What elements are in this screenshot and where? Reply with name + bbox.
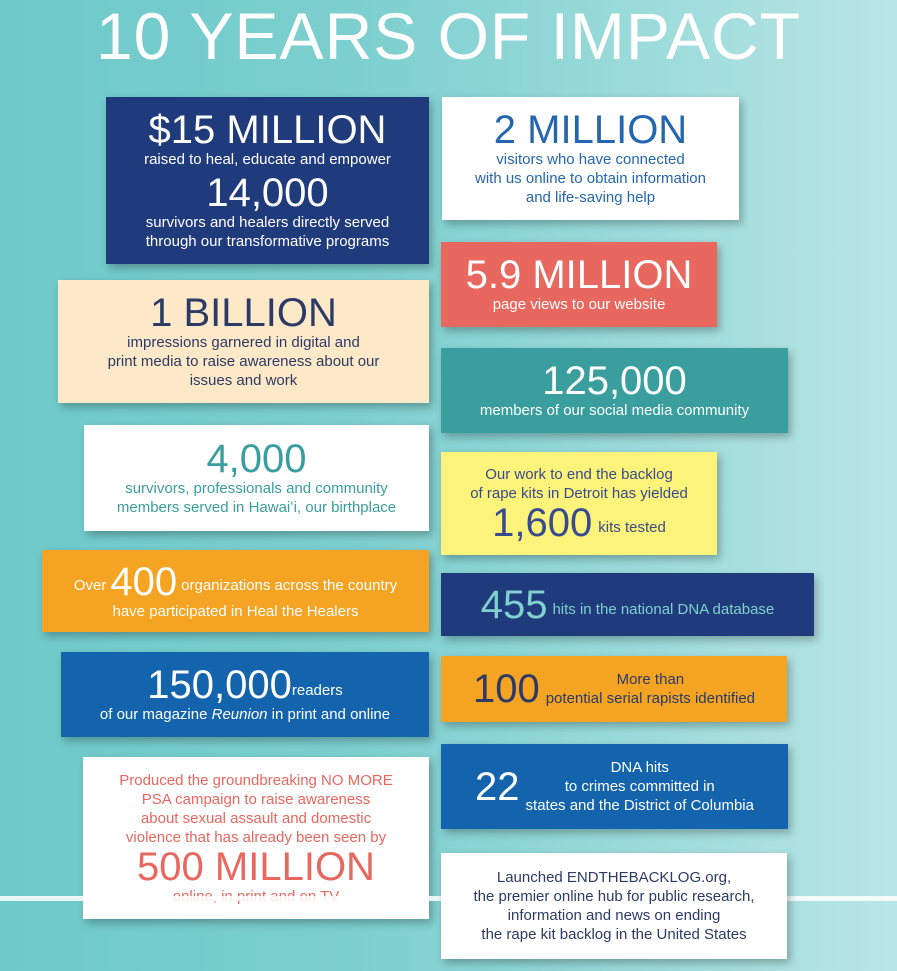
states-text-1: DNA hits (610, 759, 669, 776)
states-card (441, 744, 788, 829)
raised-amount: $15 MILLION (148, 108, 387, 152)
psa-count: 500 MILLION (137, 844, 375, 889)
orgs-text-1: organizations across the country (181, 577, 398, 594)
hawaii-count: 4,000 (206, 437, 307, 481)
impressions-text-1: impressions garnered in digital and (127, 334, 360, 351)
states-text-3: states and the District of Columbia (525, 797, 754, 814)
hawaii-text-2: members served in Hawaiʻi, our birthplace (116, 499, 397, 516)
magazine-title: Reunion (211, 706, 268, 723)
detroit-count: 1,600 (492, 500, 593, 545)
psa-text-2: PSA campaign to raise awareness (141, 790, 371, 808)
pageviews-count: 5.9 MILLION (465, 253, 693, 297)
serial-text-2: potential serial rapists identified (545, 690, 756, 707)
serial-card (441, 656, 787, 722)
psa-text-3: about sexual assault and domestic (140, 809, 372, 827)
served-count: 14,000 (206, 171, 329, 215)
states-text-2: to crimes committed in (564, 778, 715, 795)
impressions-count: 1 BILLION (150, 291, 337, 335)
impressions-text-3: issues and work (189, 372, 298, 389)
states-count: 22 (475, 764, 520, 809)
impressions-text-2: print media to raise awareness about our (107, 353, 380, 370)
visitors-text-2: with us online to obtain information (475, 170, 706, 187)
readers-card (61, 652, 429, 737)
social-count: 125,000 (542, 359, 687, 403)
detroit-text-2: of rape kits in Detroit has yielded (470, 484, 688, 502)
readers-suffix: readers (291, 681, 343, 699)
orgs-count: 400 (110, 559, 178, 604)
served-text-2: through our transformative programs (145, 233, 390, 250)
hawaii-text-1: survivors, professionals and community (125, 480, 388, 497)
social-card (441, 348, 788, 433)
orgs-card (42, 550, 429, 632)
raised-text: raised to heal, educate and empower (144, 151, 391, 168)
readers-count: 150,000 (147, 663, 292, 707)
dna-card (441, 573, 814, 636)
page-title: 10 YEARS OF IMPACT (95, 0, 802, 73)
detroit-card (441, 452, 717, 555)
psa-text-4: violence that has already been seen by (125, 828, 387, 846)
visitors-text-1: visitors who have connected (496, 151, 685, 168)
readers-text-post: in print and online (267, 706, 391, 723)
orgs-prefix: Over (73, 577, 107, 594)
psa-card (83, 757, 429, 919)
hawaii-card (84, 425, 429, 531)
psa-text-1: Produced the groundbreaking NO MORE (119, 771, 393, 789)
social-text: members of our social media community (479, 402, 750, 419)
detroit-suffix: kits tested (598, 519, 666, 536)
raised-served-card (106, 97, 429, 264)
serial-count: 100 (472, 667, 540, 711)
backlog-text-3: information and news on ending (507, 907, 721, 924)
backlog-text-2: the premier online hub for public research, (473, 888, 755, 905)
impressions-card (58, 280, 429, 403)
backlog-card (441, 853, 787, 959)
serial-text-1: More than (616, 671, 685, 688)
served-text-1: survivors and healers directly served (145, 214, 390, 231)
backlog-text-1: Launched ENDTHEBACKLOG.org, (496, 869, 732, 886)
readers-text (100, 705, 390, 724)
dna-count: 455 (480, 582, 548, 627)
visitors-card (442, 97, 739, 220)
pageviews-text: page views to our website (492, 296, 666, 313)
backlog-text-4: the rape kit backlog in the United States (481, 926, 747, 943)
visitors-count: 2 MILLION (493, 108, 688, 152)
visitors-text-3: and life-saving help (525, 189, 656, 206)
dna-text: hits in the national DNA database (552, 601, 775, 618)
readers-text-pre: of our magazine (99, 706, 212, 723)
orgs-text-2: have participated in Heal the Healers (112, 602, 359, 620)
detroit-text-1: Our work to end the backlog (485, 465, 673, 483)
pageviews-card (441, 242, 717, 327)
